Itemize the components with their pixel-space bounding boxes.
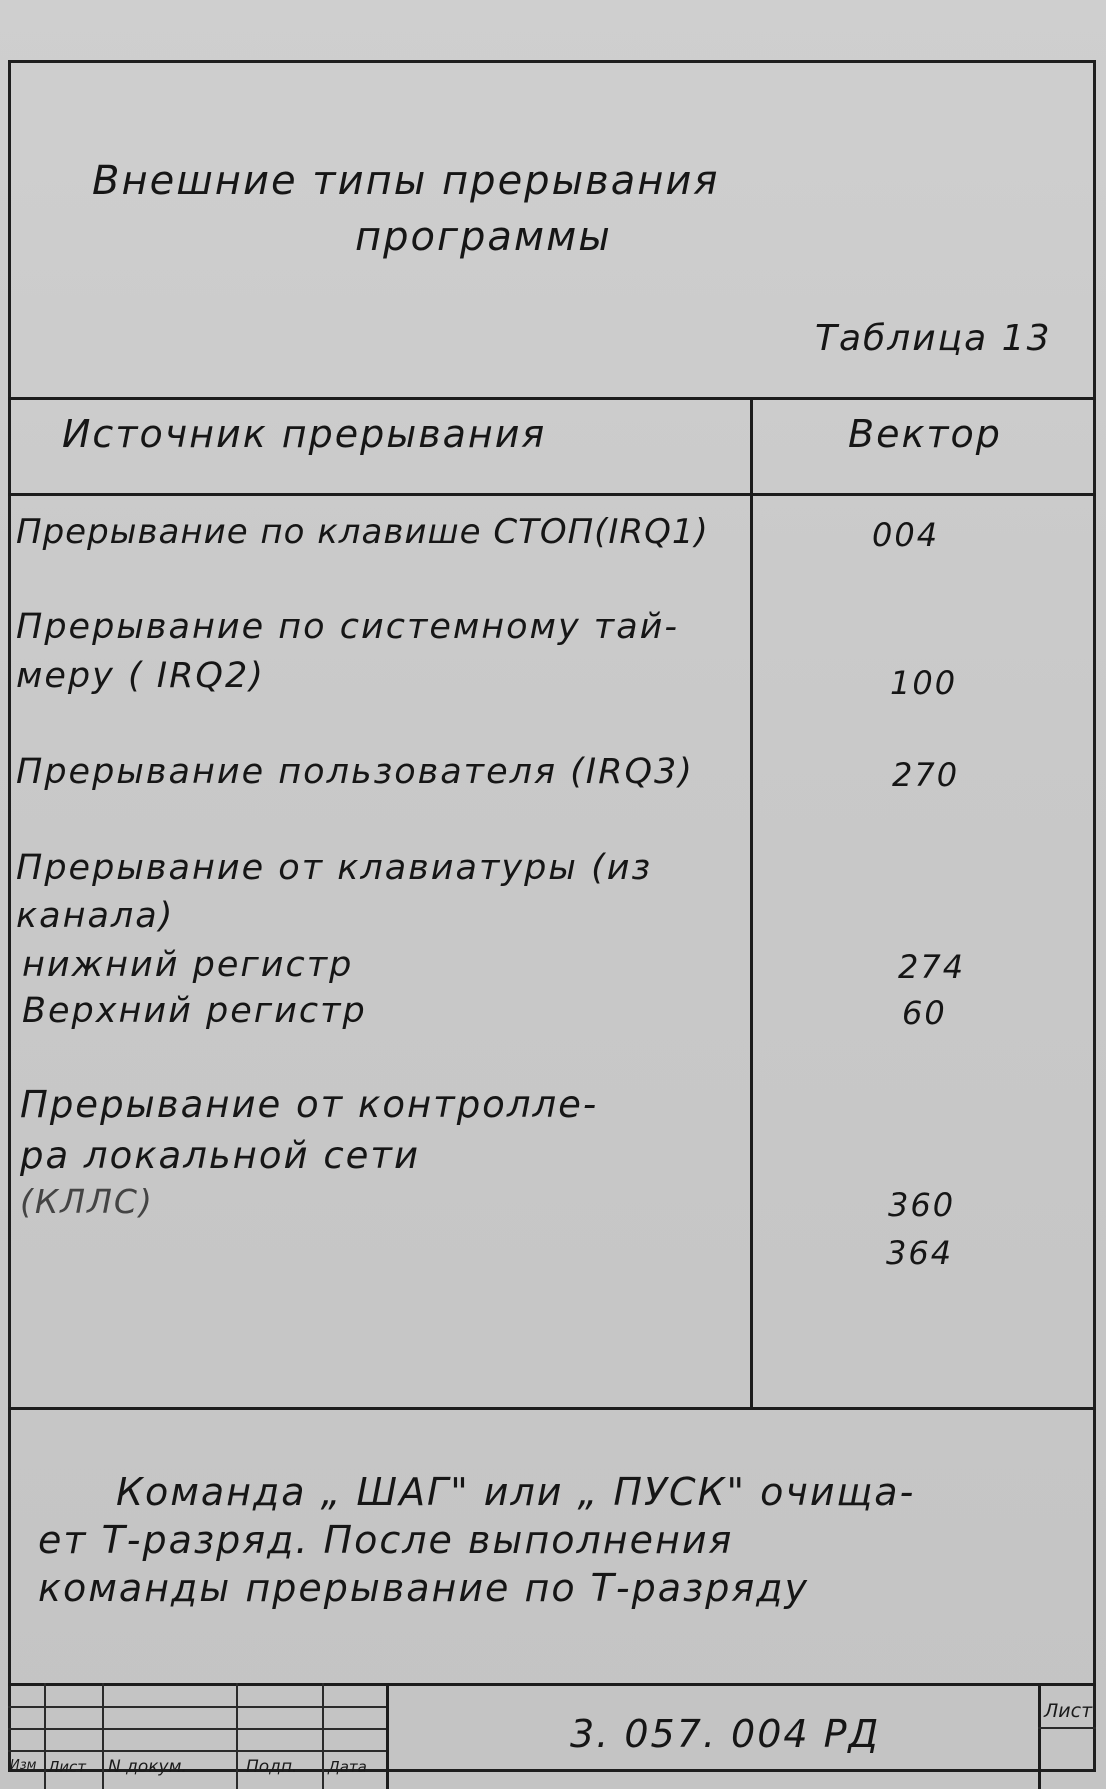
stamp-row-line-3 (8, 1750, 386, 1752)
stamp-col-line-1 (44, 1683, 46, 1789)
page-title-line2: программы (355, 214, 612, 260)
row4-source-line3: нижний регистр (22, 945, 354, 985)
stamp-label-izm: Изм (10, 1758, 37, 1773)
note-line3: команды прерывание по Т-разряду (38, 1566, 809, 1610)
table-top-border (8, 397, 1096, 400)
stamp-label-signature: Подп. (246, 1757, 298, 1777)
table-bottom-border (8, 1407, 1096, 1410)
stamp-label-doc-number: N докум. (108, 1757, 187, 1777)
stamp-sheet-divider (1038, 1683, 1041, 1789)
stamp-sheet-label: Лист (1044, 1700, 1093, 1722)
table-column-divider (750, 397, 753, 1409)
row4-source-line2: канала) (16, 896, 175, 936)
row5-vector-2: 364 (886, 1234, 954, 1272)
stamp-row-line-1 (8, 1706, 386, 1708)
row1-source: Прерывание по клавише СТОП(IRQ1) (16, 512, 709, 552)
row5-vector-1: 360 (888, 1186, 956, 1224)
table-label: Таблица 13 (815, 318, 1052, 359)
row4-vector-1: 274 (898, 948, 966, 986)
stamp-top-border (8, 1683, 1096, 1686)
stamp-col-line-4 (322, 1683, 324, 1789)
row2-source-line1: Прерывание по системному тай- (16, 607, 680, 647)
header-source: Источник прерывания (62, 412, 547, 456)
row5-source-line1: Прерывание от контролле- (20, 1083, 599, 1126)
stamp-sheet-line (1038, 1727, 1096, 1729)
stamp-row-line-2 (8, 1728, 386, 1730)
row4-vector-2: 60 (902, 994, 947, 1032)
stamp-col-line-2 (102, 1683, 104, 1789)
row4-source-line1: Прерывание от клавиатуры (из (16, 848, 653, 888)
document-code: 3. 057. 004 РД (570, 1712, 881, 1756)
row2-source-line2: меру ( IRQ2) (16, 656, 265, 696)
row4-source-line4: Верхний регистр (22, 991, 367, 1031)
row1-vector: 004 (872, 516, 940, 554)
header-vector: Вектор (848, 412, 1002, 456)
note-line2: ет Т-разряд. После выполнения (38, 1518, 734, 1562)
stamp-label-list: Лист (48, 1758, 87, 1776)
stamp-main-divider (386, 1683, 389, 1789)
page-title-line1: Внешние типы прерывания (92, 158, 720, 204)
row2-vector: 100 (890, 664, 958, 702)
stamp-col-line-3 (236, 1683, 238, 1789)
row3-source: Прерывание пользователя (IRQ3) (16, 752, 694, 792)
note-line1: Команда „ ШАГ" или „ ПУСК" очища- (116, 1470, 916, 1514)
stamp-label-date: Дата (328, 1758, 367, 1776)
row3-vector: 270 (892, 756, 960, 794)
row5-source-line3: (КЛЛС) (20, 1182, 154, 1221)
table-header-border (8, 493, 1096, 496)
row5-source-line2: ра локальной сети (20, 1134, 421, 1177)
